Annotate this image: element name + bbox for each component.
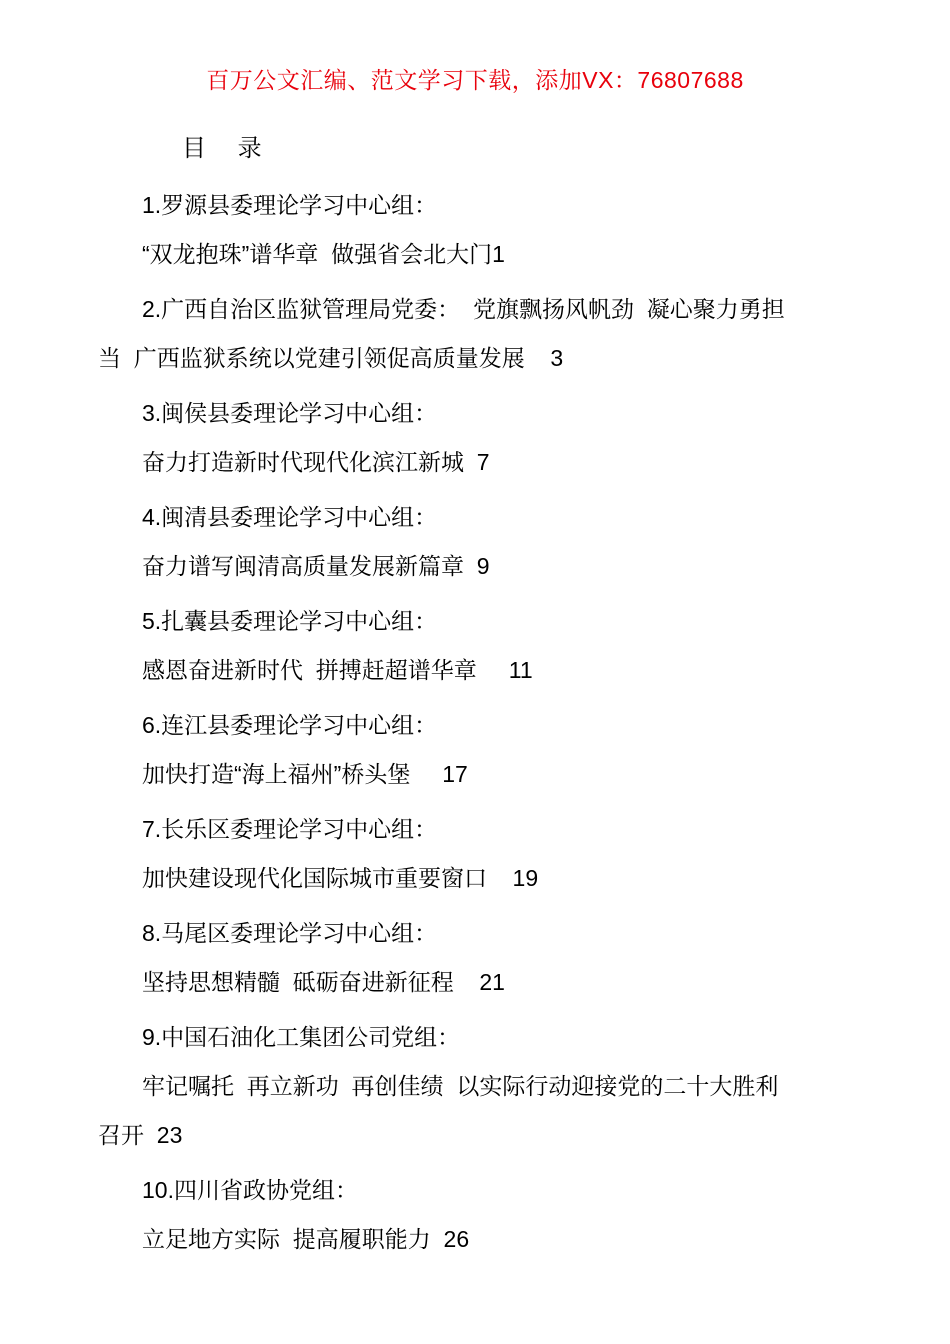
toc-entry-subtitle: 坚持思想精髓 砥砺奋进新征程 21 <box>142 969 505 995</box>
toc-entry <box>98 597 858 695</box>
promo-banner: 百万公文汇编、范文学习下载，添加VX：76807688 <box>206 67 744 93</box>
toc-entry-heading: 8.马尾区委理论学习中心组： <box>142 920 438 946</box>
toc-entry-heading: 6.连江县委理论学习中心组： <box>142 712 438 738</box>
toc-entry-subtitle: 当 广西监狱系统以党建引领促高质量发展 3 <box>98 345 564 371</box>
toc-entry <box>98 1166 858 1264</box>
toc-entry <box>98 181 858 279</box>
toc-entry <box>98 285 858 383</box>
toc-entry-heading: 9.中国石油化工集团公司党组： <box>142 1024 461 1050</box>
toc-entry-heading: 7.长乐区委理论学习中心组： <box>142 816 438 842</box>
toc-entry-heading: 3.闽侯县委理论学习中心组： <box>142 400 438 426</box>
toc-entry-subtitle: “双龙抱珠”谱华章 做强省会北大门1 <box>142 241 505 267</box>
toc-entry-subtitle: 加快建设现代化国际城市重要窗口 19 <box>142 865 539 891</box>
toc-entry <box>98 493 858 591</box>
toc-entry-heading: 5.扎囊县委理论学习中心组： <box>142 608 438 634</box>
toc-entry-subtitle: 加快打造“海上福州”桥头堡 17 <box>142 761 468 787</box>
toc-entry-subtitle: 牢记嘱托 再立新功 再创佳绩 以实际行动迎接党的二十大胜利 <box>142 1073 779 1099</box>
toc-entry-subtitle: 感恩奋进新时代 拼搏赶超谱华章 11 <box>142 657 533 683</box>
toc-entry-subtitle: 立足地方实际 提高履职能力 26 <box>142 1226 470 1252</box>
toc-entry <box>98 805 858 903</box>
toc-entry-heading: 1.罗源县委理论学习中心组： <box>142 192 438 218</box>
toc-entry-heading: 2.广西自治区监狱管理局党委： 党旗飘扬风帆劲 凝心聚力勇担 <box>142 296 785 322</box>
toc-entry <box>98 701 858 799</box>
page-title: 目 录 <box>182 135 263 162</box>
document-body <box>98 128 858 1270</box>
toc-entry <box>98 909 858 1007</box>
toc-entry-heading: 4.闽清县委理论学习中心组： <box>142 504 438 530</box>
toc-entry <box>98 1013 858 1160</box>
toc-entry-subtitle-cont: 召开 23 <box>98 1122 183 1148</box>
toc-entry-subtitle: 奋力打造新时代现代化滨江新城 7 <box>142 449 490 475</box>
toc-entry-heading: 10.四川省政协党组： <box>142 1177 358 1203</box>
toc-entry <box>98 389 858 487</box>
toc-entry-subtitle: 奋力谱写闽清高质量发展新篇章 9 <box>142 553 490 579</box>
